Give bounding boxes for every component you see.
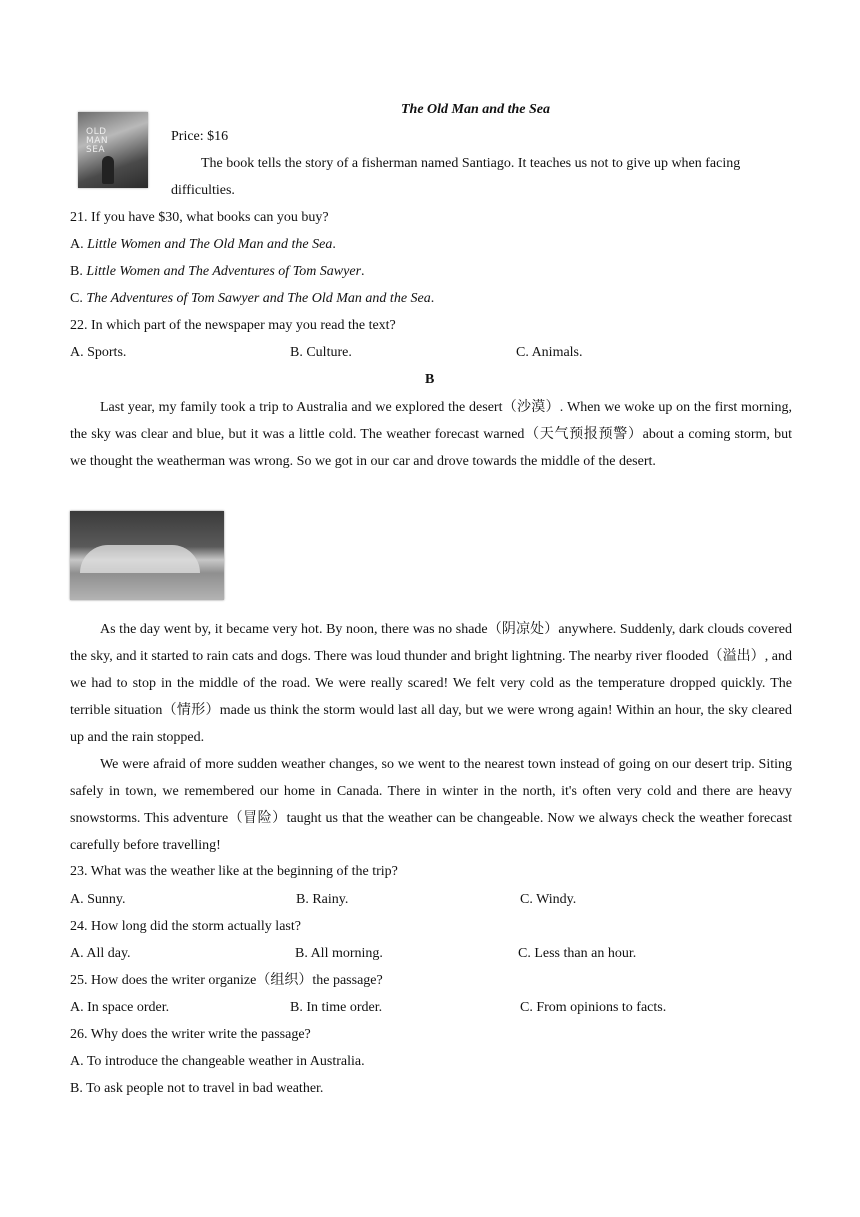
q23-option-c: C. Windy. <box>520 892 577 907</box>
q26-option-b: B. To ask people not to travel in bad weather. <box>70 1081 324 1096</box>
passage-paragraph-3: We were afraid of more sudden weather changes, so we went to the nearest town instead of going on our desert trip. Siting safely in town, we remembered our home in Canada. There in winter in the north, it's often very cold and there are heavy snowstorms. This adventure（冒险）taught us that the weather can be changeable. Now we always check the weather forecast carefully before travelling! <box>70 757 792 853</box>
q25-option-c: C. From opinions to facts. <box>520 1000 667 1015</box>
q24-option-a: A. All day. <box>70 946 131 961</box>
question-21: 21. If you have $30, what books can you buy? <box>70 210 329 225</box>
book-title: The Old Man and the Sea <box>401 102 550 117</box>
q25-option-a: A. In space order. <box>70 1000 170 1015</box>
book-description-line2: difficulties. <box>171 183 235 198</box>
book-price: Price: $16 <box>171 129 229 144</box>
book-cover-image <box>78 112 148 188</box>
q23-option-b: B. Rainy. <box>296 892 349 907</box>
q24-option-b: B. All morning. <box>295 946 383 961</box>
book-description-line1: The book tells the story of a fisherman named Santiago. It teaches us not to give up when facing <box>201 156 741 171</box>
q22-option-c: C. Animals. <box>516 345 583 360</box>
q21-option-b: B. Little Women and The Adventures of Tom Sawyer. <box>70 264 365 279</box>
q21-option-a: A. Little Women and The Old Man and the Sea. <box>70 237 336 252</box>
question-23: 23. What was the weather like at the beginning of the trip? <box>70 864 398 879</box>
q23-option-a: A. Sunny. <box>70 892 126 907</box>
q25-option-b: B. In time order. <box>290 1000 383 1015</box>
question-25: 25. How does the writer organize（组织）the passage? <box>70 973 383 988</box>
q24-option-c: C. Less than an hour. <box>518 946 637 961</box>
cover-figure <box>102 156 114 184</box>
desert-storm-photo <box>70 511 224 600</box>
q22-option-a: A. Sports. <box>70 345 127 360</box>
question-26: 26. Why does the writer write the passage? <box>70 1027 311 1042</box>
passage-paragraph-2: As the day went by, it became very hot. By noon, there was no shade（阴凉处）anywhere. Suddenly, dark clouds covered the sky, and it started to rain cats and dogs. There was loud thunder and bright lightning. The nearby river flooded（溢出）, and we had to stop in the middle of the road. We were really scared! We felt very cold as the temperature dropped quickly. The terrible situation（情形）made us think the storm would last all day, but we were wrong again! Within an hour, the sky cleared up and the rain stopped. <box>70 622 792 745</box>
q21-option-c: C. The Adventures of Tom Sawyer and The Old Man and the Sea. <box>70 291 435 306</box>
cover-text: OLD MAN SEA <box>86 127 109 155</box>
q26-option-a: A. To introduce the changeable weather in Australia. <box>70 1054 365 1069</box>
passage-paragraph-1: Last year, my family took a trip to Australia and we explored the desert（沙漠）. When we woke up on the first morning, the sky was clear and blue, but it was a little cold. The weather forecast warned（天气预报预警）about a coming storm, but we thought the weatherman was wrong. So we got in our car and drove towards the middle of the desert. <box>70 400 792 469</box>
question-24: 24. How long did the storm actually last? <box>70 919 301 934</box>
section-heading: B <box>425 372 435 387</box>
question-22: 22. In which part of the newspaper may you read the text? <box>70 318 396 333</box>
q22-option-b: B. Culture. <box>290 345 352 360</box>
